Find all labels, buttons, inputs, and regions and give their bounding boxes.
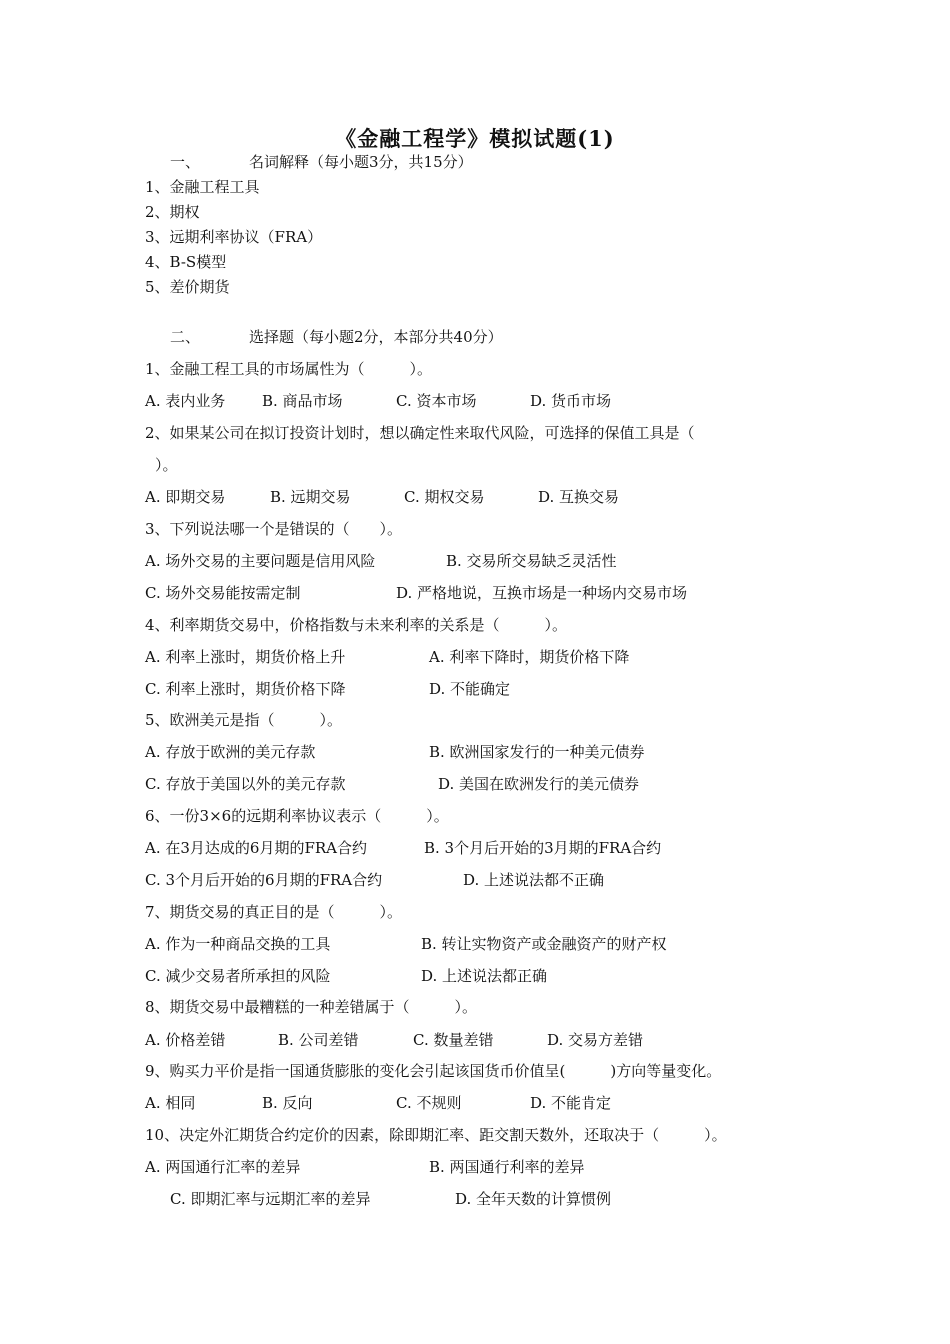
question-text: 6、一份3×6的远期利率协议表示（ ）。 (145, 807, 449, 825)
option: A. 存放于欧洲的美元存款 (145, 743, 316, 761)
section2-number: 二、 (170, 328, 201, 346)
question-text: 9、购买力平价是指一国通货膨胀的变化会引起该国货币价值呈( )方向等量变化。 (145, 1062, 722, 1080)
option: D. 交易方差错 (547, 1031, 644, 1049)
section1-heading: 名词解释（每小题3分，共15分） (249, 153, 473, 171)
question-text: 5、欧洲美元是指（ ）。 (145, 711, 343, 729)
question-text: 4、利率期货交易中，价格指数与未来利率的关系是（ ）。 (145, 616, 568, 634)
question-text: 2、如果某公司在拟订投资计划时，想以确定性来取代风险，可选择的保值工具是（ (145, 424, 695, 442)
option: A. 作为一种商品交换的工具 (145, 935, 331, 953)
question-text: 7、期货交易的真正目的是（ ）。 (145, 903, 403, 921)
term-item: 4、B-S模型 (145, 253, 227, 271)
option: B. 反向 (262, 1094, 313, 1112)
option: C. 不规则 (396, 1094, 462, 1112)
option: A. 利率下降时，期货价格下降 (429, 648, 630, 666)
option: C. 即期汇率与远期汇率的差异 (170, 1190, 371, 1208)
term-item: 2、期权 (145, 203, 200, 221)
question-text-continued: ）。 (155, 456, 178, 474)
option: B. 3个月后开始的3月期的FRA合约 (424, 839, 662, 857)
option: A. 即期交易 (145, 488, 226, 506)
option: D. 互换交易 (538, 488, 620, 506)
option: C. 场外交易能按需定制 (145, 584, 301, 602)
term-item: 1、金融工程工具 (145, 178, 260, 196)
option: C. 期权交易 (404, 488, 485, 506)
option: B. 两国通行利率的差异 (429, 1158, 585, 1176)
option: D. 不能肯定 (530, 1094, 612, 1112)
option: A. 价格差错 (145, 1031, 226, 1049)
option: B. 交易所交易缺乏灵活性 (446, 552, 617, 570)
option: C. 数量差错 (413, 1031, 494, 1049)
option: B. 转让实物资产或金融资产的财产权 (421, 935, 667, 953)
section2-heading: 选择题（每小题2分，本部分共40分） (249, 328, 503, 346)
option: C. 资本市场 (396, 392, 477, 410)
exam-title: 《金融工程学》模拟试题(1) (335, 126, 615, 151)
option: A. 场外交易的主要问题是信用风险 (145, 552, 376, 570)
option: D. 全年天数的计算惯例 (455, 1190, 612, 1208)
question-text: 3、下列说法哪一个是错误的（ ）。 (145, 520, 403, 538)
question-text: 1、金融工程工具的市场属性为（ ）。 (145, 360, 433, 378)
question-text: 8、期货交易中最糟糕的一种差错属于（ ）。 (145, 998, 478, 1016)
term-item: 5、差价期货 (145, 278, 230, 296)
option: A. 在3月达成的6月期的FRA合约 (145, 839, 367, 857)
option: A. 表内业务 (145, 392, 226, 410)
option: D. 不能确定 (429, 680, 511, 698)
option: D. 严格地说，互换市场是一种场内交易市场 (396, 584, 688, 602)
option: A. 相同 (145, 1094, 196, 1112)
option: C. 3个月后开始的6月期的FRA合约 (145, 871, 383, 889)
option: D. 上述说法都正确 (421, 967, 548, 985)
term-item: 3、远期利率协议（FRA） (145, 228, 323, 246)
option: B. 远期交易 (270, 488, 351, 506)
option: A. 利率上涨时，期货价格上升 (145, 648, 346, 666)
option: D. 货币市场 (530, 392, 612, 410)
option: B. 公司差错 (278, 1031, 359, 1049)
option: B. 商品市场 (262, 392, 343, 410)
option: C. 存放于美国以外的美元存款 (145, 775, 346, 793)
option: C. 减少交易者所承担的风险 (145, 967, 331, 985)
section1-number: 一、 (170, 153, 201, 171)
option: D. 上述说法都不正确 (463, 871, 605, 889)
option: B. 欧洲国家发行的一种美元债券 (429, 743, 645, 761)
option: D. 美国在欧洲发行的美元债券 (438, 775, 640, 793)
question-text: 10、决定外汇期货合约定价的因素，除即期汇率、距交割天数外，还取决于（ ）。 (145, 1126, 727, 1144)
option: C. 利率上涨时，期货价格下降 (145, 680, 346, 698)
option: A. 两国通行汇率的差异 (145, 1158, 301, 1176)
